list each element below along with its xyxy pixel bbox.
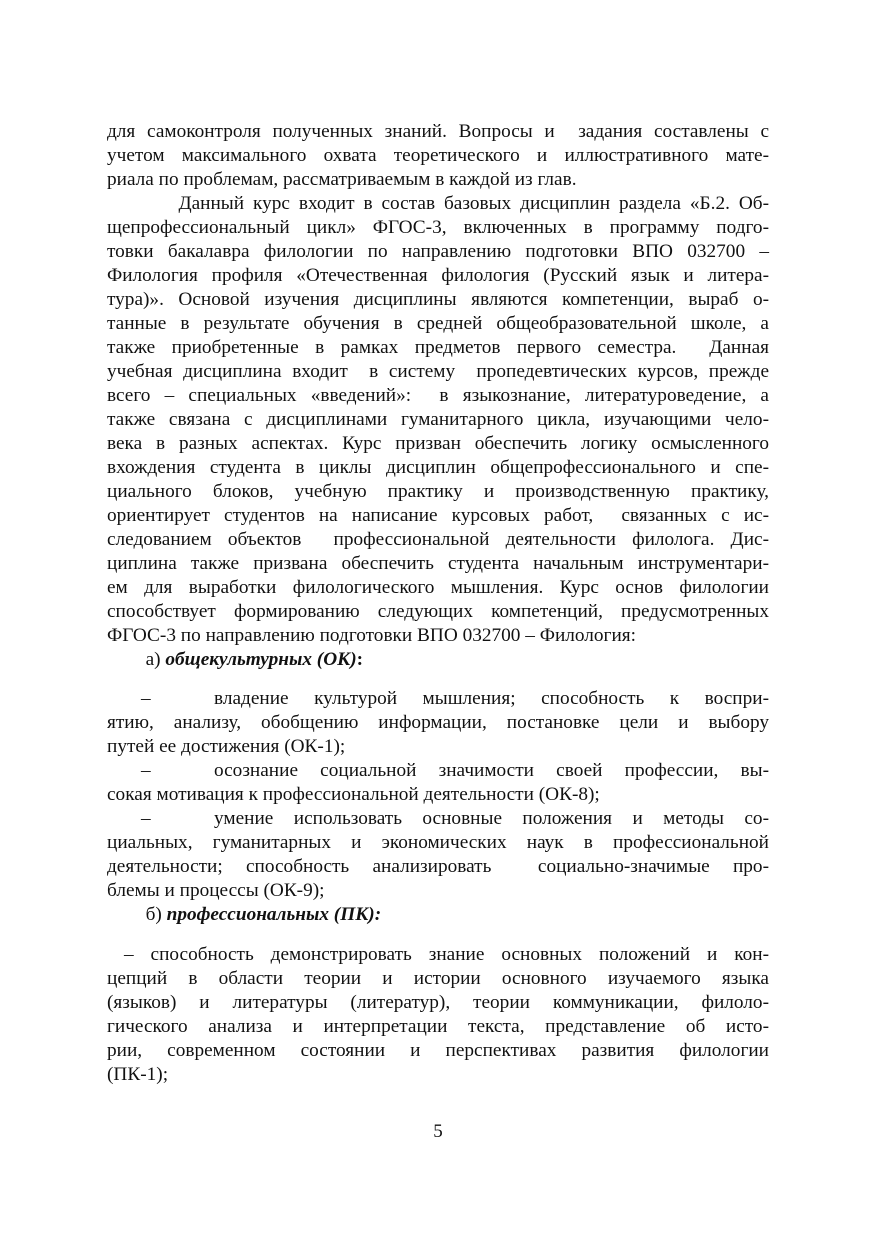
line-text: умение использовать основные положения и методы со-: [214, 808, 769, 829]
dash-bullet-icon: –: [141, 688, 151, 709]
line-text: Данный курс входит в состав базовых дисциплин раздела «Б.2. Об-: [107, 193, 769, 214]
text-line: [107, 168, 769, 192]
line-text: циальных, гуманитарных и экономических наук в профессиональной: [107, 832, 769, 853]
line-text: товки бакалавра филологии по направлению подготовки ВПО 032700 –: [107, 241, 769, 262]
line-text: гического анализа и интерпретации текста, представление об исто-: [107, 1016, 769, 1037]
text-line: [107, 336, 769, 360]
line-text: способствует формированию следующих компетенций, предусмотренных: [107, 601, 769, 622]
line-text: – способность демонстрировать знание основных положений и кон-: [107, 944, 769, 965]
line-text: ем для выработки филологического мышления. Курс основ филологии: [107, 577, 769, 598]
line-text: всего – специальных «введений»: в языкознание, литературоведение, а: [107, 385, 769, 406]
line-text: тура)». Основой изучения дисциплины являются компетенции, выраб о-: [107, 289, 769, 310]
text-line: [107, 432, 769, 456]
text-line: [107, 264, 769, 288]
text-line: [107, 528, 769, 552]
text-line: [107, 504, 769, 528]
line-text: владение культурой мышления; способность к воспри-: [214, 688, 769, 709]
text-line: [107, 480, 769, 504]
line-text: (ПК-1);: [107, 1064, 169, 1085]
line-text: также приобретенные в рамках предметов первого семестра. Данная: [107, 337, 769, 358]
heading-prefix: б): [107, 904, 167, 925]
line-text: циплина также призвана обеспечить студента начальным инструментари-: [107, 553, 769, 574]
line-text: деятельности; способность анализировать социально-значимые про-: [107, 856, 769, 877]
line-text: следованием объектов профессиональной деятельности филолога. Дис-: [107, 529, 769, 550]
line-text: щепрофессиональный цикл» ФГОС-3, включенных в программу подго-: [107, 217, 769, 238]
text-line: [107, 360, 769, 384]
line-text: Филология профиля «Отечественная филология (Русский язык и литера-: [107, 265, 769, 286]
bullet-line: [107, 807, 769, 831]
dash-bullet-icon: –: [141, 760, 151, 781]
heading-prefix: а): [107, 649, 166, 670]
line-text: сокая мотивация к профессиональной деятельности (ОК-8);: [107, 784, 600, 805]
line-text: блемы и процессы (ОК-9);: [107, 880, 325, 901]
line-text: учетом максимального охвата теоретического и иллюстративного мате-: [107, 145, 769, 166]
text-line: [107, 967, 769, 991]
text-line: [107, 711, 769, 735]
text-line: [107, 192, 769, 216]
line-text: ориентирует студентов на написание курсовых работ, связанных с ис-: [107, 505, 769, 526]
bullet-line: [107, 687, 769, 711]
text-line: [107, 783, 769, 807]
section-heading: [107, 648, 769, 672]
line-text: века в разных аспектах. Курс призван обеспечить логику осмысленного: [107, 433, 769, 454]
line-text: также связана с дисциплинами гуманитарного цикла, изучающими чело-: [107, 409, 769, 430]
text-line: [107, 144, 769, 168]
line-text: осознание социальной значимости своей профессии, вы-: [214, 760, 769, 781]
line-text: ятию, анализу, обобщению информации, постановке цели и выбору: [107, 712, 769, 733]
dash-bullet-icon: –: [141, 808, 151, 829]
text-line: [107, 943, 769, 967]
text-line: [107, 1039, 769, 1063]
page-number: 5: [433, 1121, 443, 1142]
text-line: [107, 120, 769, 144]
heading-emphasis: общекультурных (ОК): [165, 649, 357, 670]
text-line: [107, 408, 769, 432]
text-line: [107, 312, 769, 336]
line-text: танные в результате обучения в средней общеобразовательной школе, а: [107, 313, 769, 334]
line-text: рии, современном состоянии и перспективах развития филологии: [107, 1040, 769, 1061]
line-text: вхождения студента в циклы дисциплин общепрофессионального и спе-: [107, 457, 769, 478]
text-line: [107, 831, 769, 855]
heading-emphasis: профессиональных (ПК):: [166, 904, 382, 925]
heading-suffix: :: [356, 649, 364, 670]
line-text: риала по проблемам, рассматриваемым в каждой из глав.: [107, 169, 577, 190]
section-heading: [107, 903, 769, 927]
line-text: ФГОС-3 по направлению подготовки ВПО 032700 – Филология:: [107, 625, 636, 646]
text-line: [107, 240, 769, 264]
text-line: [107, 384, 769, 408]
line-text: (языков) и литературы (литератур), теории коммуникации, филоло-: [107, 992, 769, 1013]
text-line: [107, 624, 769, 648]
text-line: [107, 1015, 769, 1039]
line-text: учебная дисциплина входит в систему пропедевтических курсов, прежде: [107, 361, 769, 382]
text-line: [107, 879, 769, 903]
line-text: циального блоков, учебную практику и производственную практику,: [107, 481, 769, 502]
text-line: [107, 735, 769, 759]
text-line: [107, 1063, 769, 1087]
text-line: [107, 600, 769, 624]
line-text: для самоконтроля полученных знаний. Вопросы и задания составлены с: [107, 121, 769, 142]
text-line: [107, 552, 769, 576]
text-line: [107, 288, 769, 312]
text-line: [107, 991, 769, 1015]
bullet-line: [107, 759, 769, 783]
text-line: [107, 855, 769, 879]
text-line: [107, 216, 769, 240]
line-text: путей ее достижения (ОК-1);: [107, 736, 346, 757]
line-text: цепций в области теории и истории основного изучаемого языка: [107, 968, 769, 989]
text-line: [107, 456, 769, 480]
text-line: [107, 576, 769, 600]
